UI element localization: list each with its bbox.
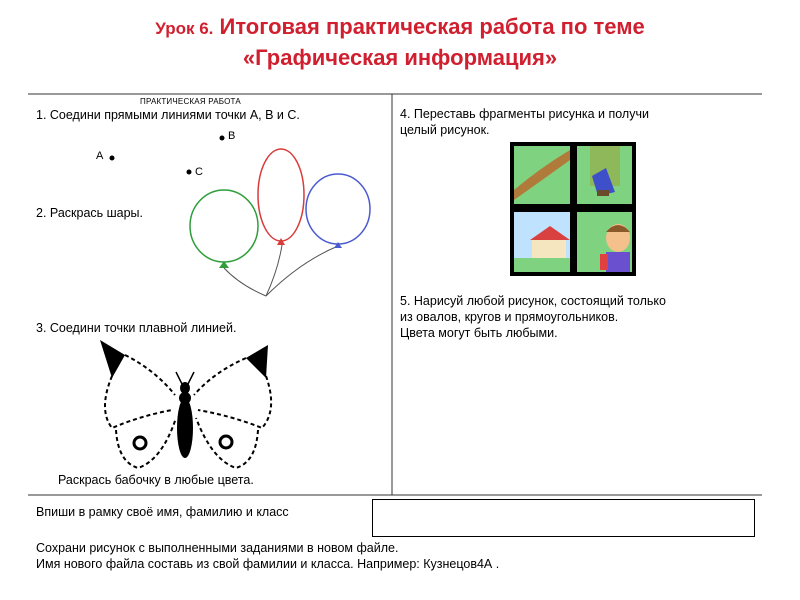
task4-text-line2: целый рисунок.	[400, 123, 490, 137]
title-text: Итоговая практическая работа по теме	[219, 14, 645, 39]
point-b	[220, 136, 225, 141]
sheet-header: ПРАКТИЧЕСКАЯ РАБОТА	[140, 97, 241, 106]
task3-text: 3. Соедини точки плавной линией.	[36, 321, 237, 335]
point-a-label: А	[96, 150, 104, 162]
puzzle-fragments	[510, 142, 636, 276]
point-b-label: В	[228, 130, 236, 142]
butterfly-illustration	[100, 340, 271, 468]
name-prompt: Впиши в рамку своё имя, фамилию и класс	[36, 505, 289, 519]
task3-subtext: Раскрась бабочку в любые цвета.	[58, 473, 254, 487]
page-title-line2: «Графическая информация»	[242, 45, 558, 70]
balloon-blue	[306, 174, 370, 244]
task5-text-line2: из овалов, кругов и прямоугольников.	[400, 310, 619, 324]
task2-text: 2. Раскрась шары.	[36, 206, 144, 220]
task5-text-line1: 5. Нарисуй любой рисунок, состоящий только	[400, 294, 666, 308]
task1-text: 1. Соедини прямыми линиями точки А, В и С.	[36, 108, 300, 122]
balloon-green	[190, 190, 258, 262]
point-c	[187, 170, 192, 175]
save-instruction-line2: Имя нового файла составь из свой фамилии и класса. Например: Кузнецов4А .	[36, 557, 500, 571]
balloons-illustration	[190, 149, 370, 296]
save-instruction-line1: Сохрани рисунок с выполненными заданиями в новом файле.	[36, 541, 399, 555]
point-c-label: С	[195, 166, 203, 178]
name-input-box[interactable]	[372, 499, 755, 537]
balloon-red	[258, 149, 304, 241]
point-a	[110, 156, 115, 161]
task5-text-line3: Цвета могут быть любыми.	[400, 326, 558, 340]
task4-text-line1: 4. Переставь фрагменты рисунка и получи	[400, 107, 649, 121]
lesson-label: Урок 6.	[155, 19, 214, 38]
